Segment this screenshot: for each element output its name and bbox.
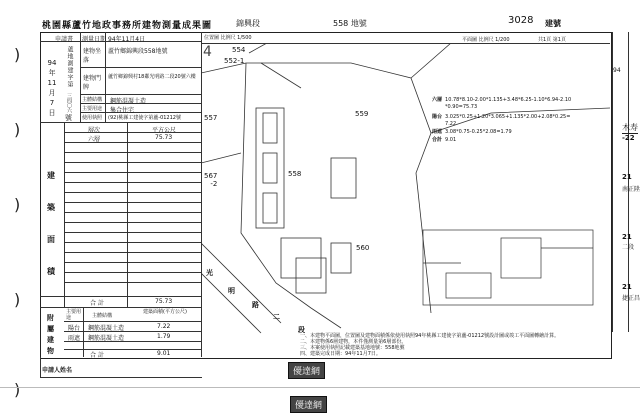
calc-label: 雨遮 bbox=[432, 129, 443, 135]
lot-boundary bbox=[246, 63, 431, 313]
day-char: 日 bbox=[48, 109, 56, 117]
calc-text: 3.08*0.75-0.25*2.08=1.79 bbox=[445, 129, 512, 135]
binding-hole: ) bbox=[14, 380, 21, 399]
area-header-floor: 層次 bbox=[88, 127, 101, 134]
side-char: 積 bbox=[47, 267, 55, 276]
strip-text: 94 bbox=[613, 67, 621, 74]
attached-use: 雨遮 bbox=[68, 335, 81, 342]
calc-label: 合計 bbox=[432, 137, 443, 143]
attached-area: 1.79 bbox=[157, 333, 171, 340]
strip-text: 木寿 bbox=[622, 123, 638, 132]
notes bbox=[300, 333, 559, 357]
strip-text: -22 bbox=[622, 134, 635, 142]
document-title: 桃園縣蘆竹地政事務所建物測量成果圖 bbox=[42, 21, 213, 31]
row-value-permit: (92)桃縣工建使字第蘆-01212號 bbox=[108, 115, 181, 121]
note: 一、本建物平面圖，位置圖及建物面積係依使用執照94年桃縣工建使字第蘆-01212號設計圖或竣工平面圖轉繪計算。 bbox=[300, 333, 560, 339]
calc-row bbox=[432, 97, 572, 111]
doc-number-suffix: 號 bbox=[65, 114, 72, 122]
area-side-label bbox=[47, 160, 55, 288]
attached-use: 陽台 bbox=[68, 325, 81, 332]
plan-scale: 平面圖 比例尺 1/200 bbox=[462, 37, 510, 43]
lot-number: 558 地號 bbox=[333, 19, 367, 28]
side-char: 築 bbox=[47, 203, 55, 212]
strip-text: 二段 bbox=[622, 244, 635, 251]
row-label-use: 主要用途 bbox=[82, 106, 103, 112]
row-value-structure: 鋼筋混凝土造 bbox=[110, 98, 147, 105]
road-char: 明 bbox=[228, 287, 235, 295]
road-char: 段 bbox=[298, 326, 305, 334]
attached-side-label bbox=[47, 313, 54, 357]
binding-hole: ) bbox=[14, 290, 21, 309]
road-char: 路 bbox=[252, 301, 259, 309]
attached-area: 7.22 bbox=[157, 323, 171, 330]
area-header-sqm: 平方公尺 bbox=[152, 127, 177, 134]
attached-header-structure: 主體結構 bbox=[92, 313, 113, 319]
row-label-location: 建物坐落 bbox=[83, 48, 102, 64]
binding-hole: ) bbox=[14, 195, 21, 214]
strip-text: 南正陞 bbox=[622, 186, 640, 193]
area-total: 75.73 bbox=[155, 298, 173, 305]
strip-text: 捷正昌 bbox=[622, 295, 640, 302]
calc-text: 9.01 bbox=[445, 137, 457, 143]
page-indicator: 共1頁 第1頁 bbox=[538, 37, 566, 43]
lot-552-1: 552-1 bbox=[224, 57, 245, 65]
calc-row bbox=[432, 129, 572, 136]
binding-hole: ) bbox=[14, 120, 21, 139]
month-char: 月 bbox=[48, 89, 56, 97]
side-char: 物 bbox=[47, 347, 54, 355]
row-label-permit: 使用執照 bbox=[82, 115, 103, 121]
road-char: 光 bbox=[206, 269, 213, 277]
section-name: 錦興段 bbox=[236, 19, 260, 28]
lot-558: 558 bbox=[288, 170, 302, 178]
note: 二、本建物係6層建物，本件僅測量第6層部份。 bbox=[300, 339, 407, 345]
strip-text: 21 bbox=[622, 283, 632, 291]
floor-plan bbox=[423, 230, 593, 305]
row-label-structure: 主體結構 bbox=[82, 97, 103, 103]
doc-number: 三四〇六 bbox=[66, 93, 72, 113]
building-number-label: 建號 bbox=[545, 19, 561, 28]
applicant-name-label: 申請人姓名 bbox=[42, 367, 73, 374]
building-number: 3028 bbox=[508, 15, 534, 26]
location-scale: 位置圖 比例尺 1/500 bbox=[204, 35, 252, 41]
applicant-label: 申請書 bbox=[55, 36, 74, 43]
floor-label: 六層 bbox=[88, 136, 101, 143]
date-vertical bbox=[44, 58, 60, 118]
month: 11 bbox=[47, 79, 57, 87]
day: 7 bbox=[49, 99, 55, 107]
row-label-address: 建物門牌 bbox=[83, 75, 102, 91]
road-char: 二 bbox=[273, 313, 280, 321]
row-value-use: 集合住宅 bbox=[110, 107, 135, 114]
row-value-location: 蘆竹鄉錦興段558地號 bbox=[108, 48, 168, 55]
attached-total: 9.01 bbox=[157, 350, 171, 357]
note: 四、建築完成日期：94年11月7日。 bbox=[300, 351, 381, 357]
attached-total-label: 合 計 bbox=[90, 352, 104, 359]
year: 94 bbox=[47, 59, 57, 67]
survey-date-label: 測量日期 bbox=[82, 36, 107, 43]
side-char: 建 bbox=[47, 336, 54, 344]
side-char: 面 bbox=[47, 235, 55, 244]
calc-row bbox=[432, 137, 572, 144]
attached-header-area: 建築面積(平方公尺) bbox=[143, 309, 187, 315]
attached-structure: 鋼筋混凝土造 bbox=[88, 325, 125, 332]
note: 三、本案使用執照記載建築基地地號：558地號 bbox=[300, 345, 405, 351]
floor-area: 75.73 bbox=[155, 134, 173, 141]
strip-text: 21 bbox=[622, 233, 632, 241]
area-total-label: 合 計 bbox=[90, 300, 104, 307]
north-arrow-icon: 4 bbox=[203, 44, 212, 60]
doc-number-vertical: 蘆地測建字第 bbox=[66, 46, 73, 88]
watermark-logo: 優達網 bbox=[290, 396, 327, 413]
strip-text: 21 bbox=[622, 173, 632, 181]
lot-554: 554 bbox=[232, 46, 246, 54]
row-value-address: 蘆竹鄉錦興村18鄰光明路二段20號六樓 bbox=[108, 74, 196, 80]
year-char: 年 bbox=[48, 69, 56, 77]
site-map bbox=[201, 43, 610, 343]
survey-date: 94年11月4日 bbox=[108, 36, 146, 43]
attached-structure: 鋼筋混凝土造 bbox=[88, 335, 125, 342]
side-char: 附 bbox=[47, 314, 54, 322]
area-calculation bbox=[432, 97, 572, 144]
lot-559: 559 bbox=[355, 110, 369, 118]
lot-560: 560 bbox=[356, 244, 370, 252]
watermark-logo: 優達網 bbox=[288, 362, 325, 379]
lot-567-2: 567 -2 bbox=[204, 172, 218, 188]
calc-text: 10.78*8.10-2.00*1.135+3.48*6.25-1.10*6.94-2.10*0.90=75.73 bbox=[445, 97, 572, 110]
calc-label: 六層 bbox=[432, 97, 443, 103]
calc-text: 3.025*0.25+1.20*3.065+1.135*2.00+2.08*0.25=7.22 bbox=[445, 114, 571, 127]
side-char: 屬 bbox=[47, 325, 54, 333]
attached-header-use: 主要用途 bbox=[66, 309, 82, 321]
lot-557: 557 bbox=[204, 114, 218, 122]
side-char: 建 bbox=[47, 171, 55, 180]
calc-label: 陽台 bbox=[432, 114, 443, 120]
binding-hole: ) bbox=[14, 45, 21, 64]
calc-row bbox=[432, 114, 572, 128]
